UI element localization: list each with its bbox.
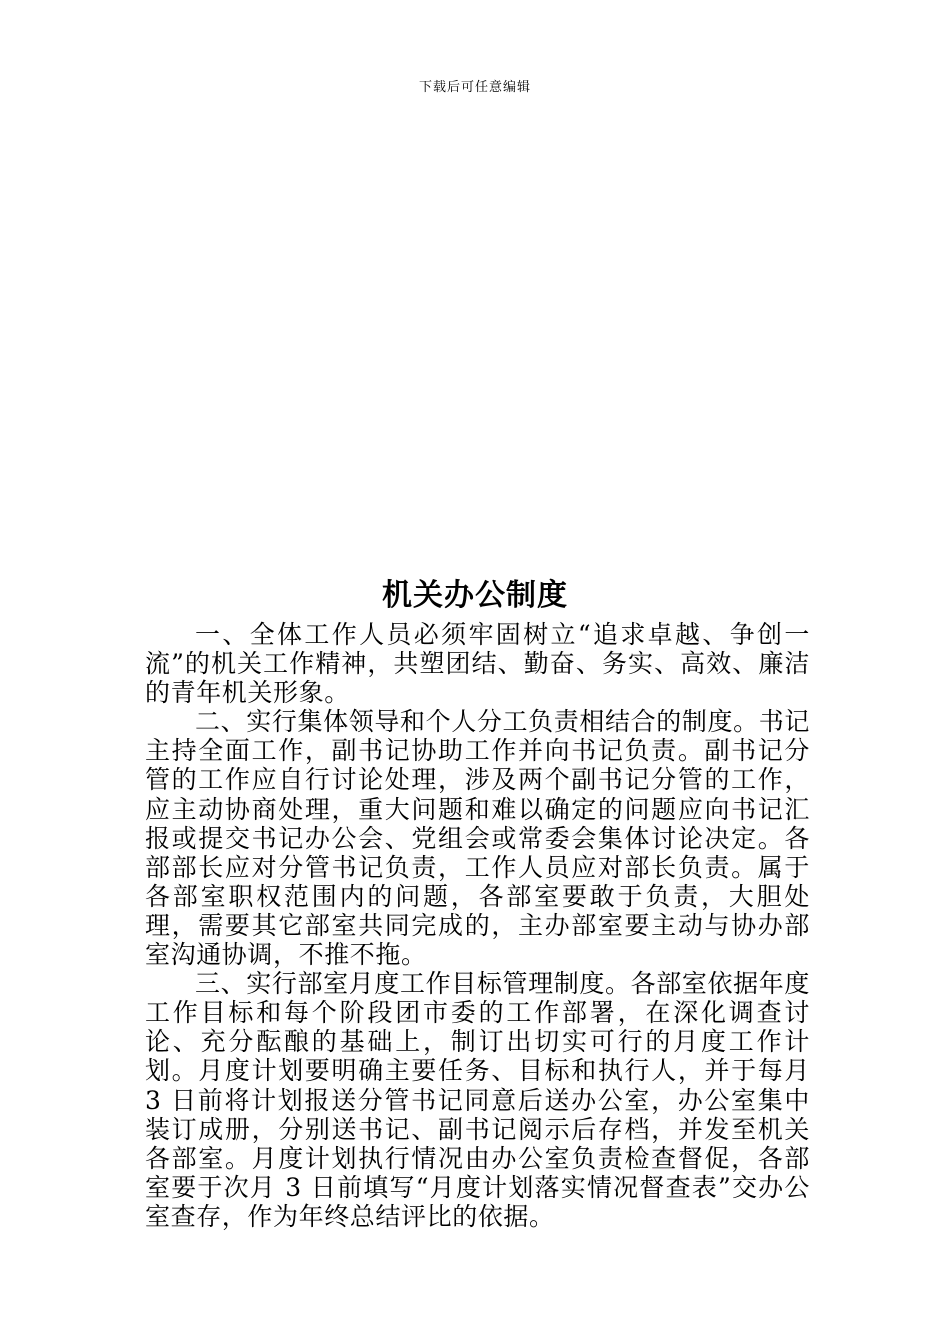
paragraph-1: 一、全体工作人员必须牢固树立“追求卓越、争创一流”的机关工作精神，共塑团结、勤奋、务实、高效、廉洁的青年机关形象。 [145, 620, 810, 708]
document-body [145, 620, 810, 1231]
document-title: 机关办公制度 [382, 578, 568, 613]
header-note: 下载后可任意编辑 [418, 80, 531, 95]
paragraph-2: 二、实行集体领导和个人分工负责相结合的制度。书记主持全面工作，副书记协助工作并向书记负责。副书记分管的工作应自行讨论处理，涉及两个副书记分管的工作，应主动协商处理，重大问题和难以确定的问题应向书记汇报或提交书记办公会、党组会或常委会集体讨论决定。各部部长应对分管书记负责，工作人员应对部长负责。属于各部室职权范围内的问题，各部室要敢于负责，大胆处理，需要其它部室共同完成的，主办部室要主动与协办部室沟通协调，不推不拖。 [145, 707, 810, 970]
paragraph-3: 三、实行部室月度工作目标管理制度。各部室依据年度工作目标和每个阶段团市委的工作部署，在深化调查讨论、充分酝酿的基础上，制订出切实可行的月度工作计划。月度计划要明确主要任务、目标和执行人，并于每月 3 日前将计划报送分管书记同意后送办公室，办公室集中装订成册，分别送书记、副书记阅示后存档，并发至机关各部室。月度计划执行情况由办公室负责检查督促，各部室要于次月 3 日前填写“月度计划落实情况督查表”交办公室查存，作为年终总结评比的依据。 [145, 969, 810, 1231]
